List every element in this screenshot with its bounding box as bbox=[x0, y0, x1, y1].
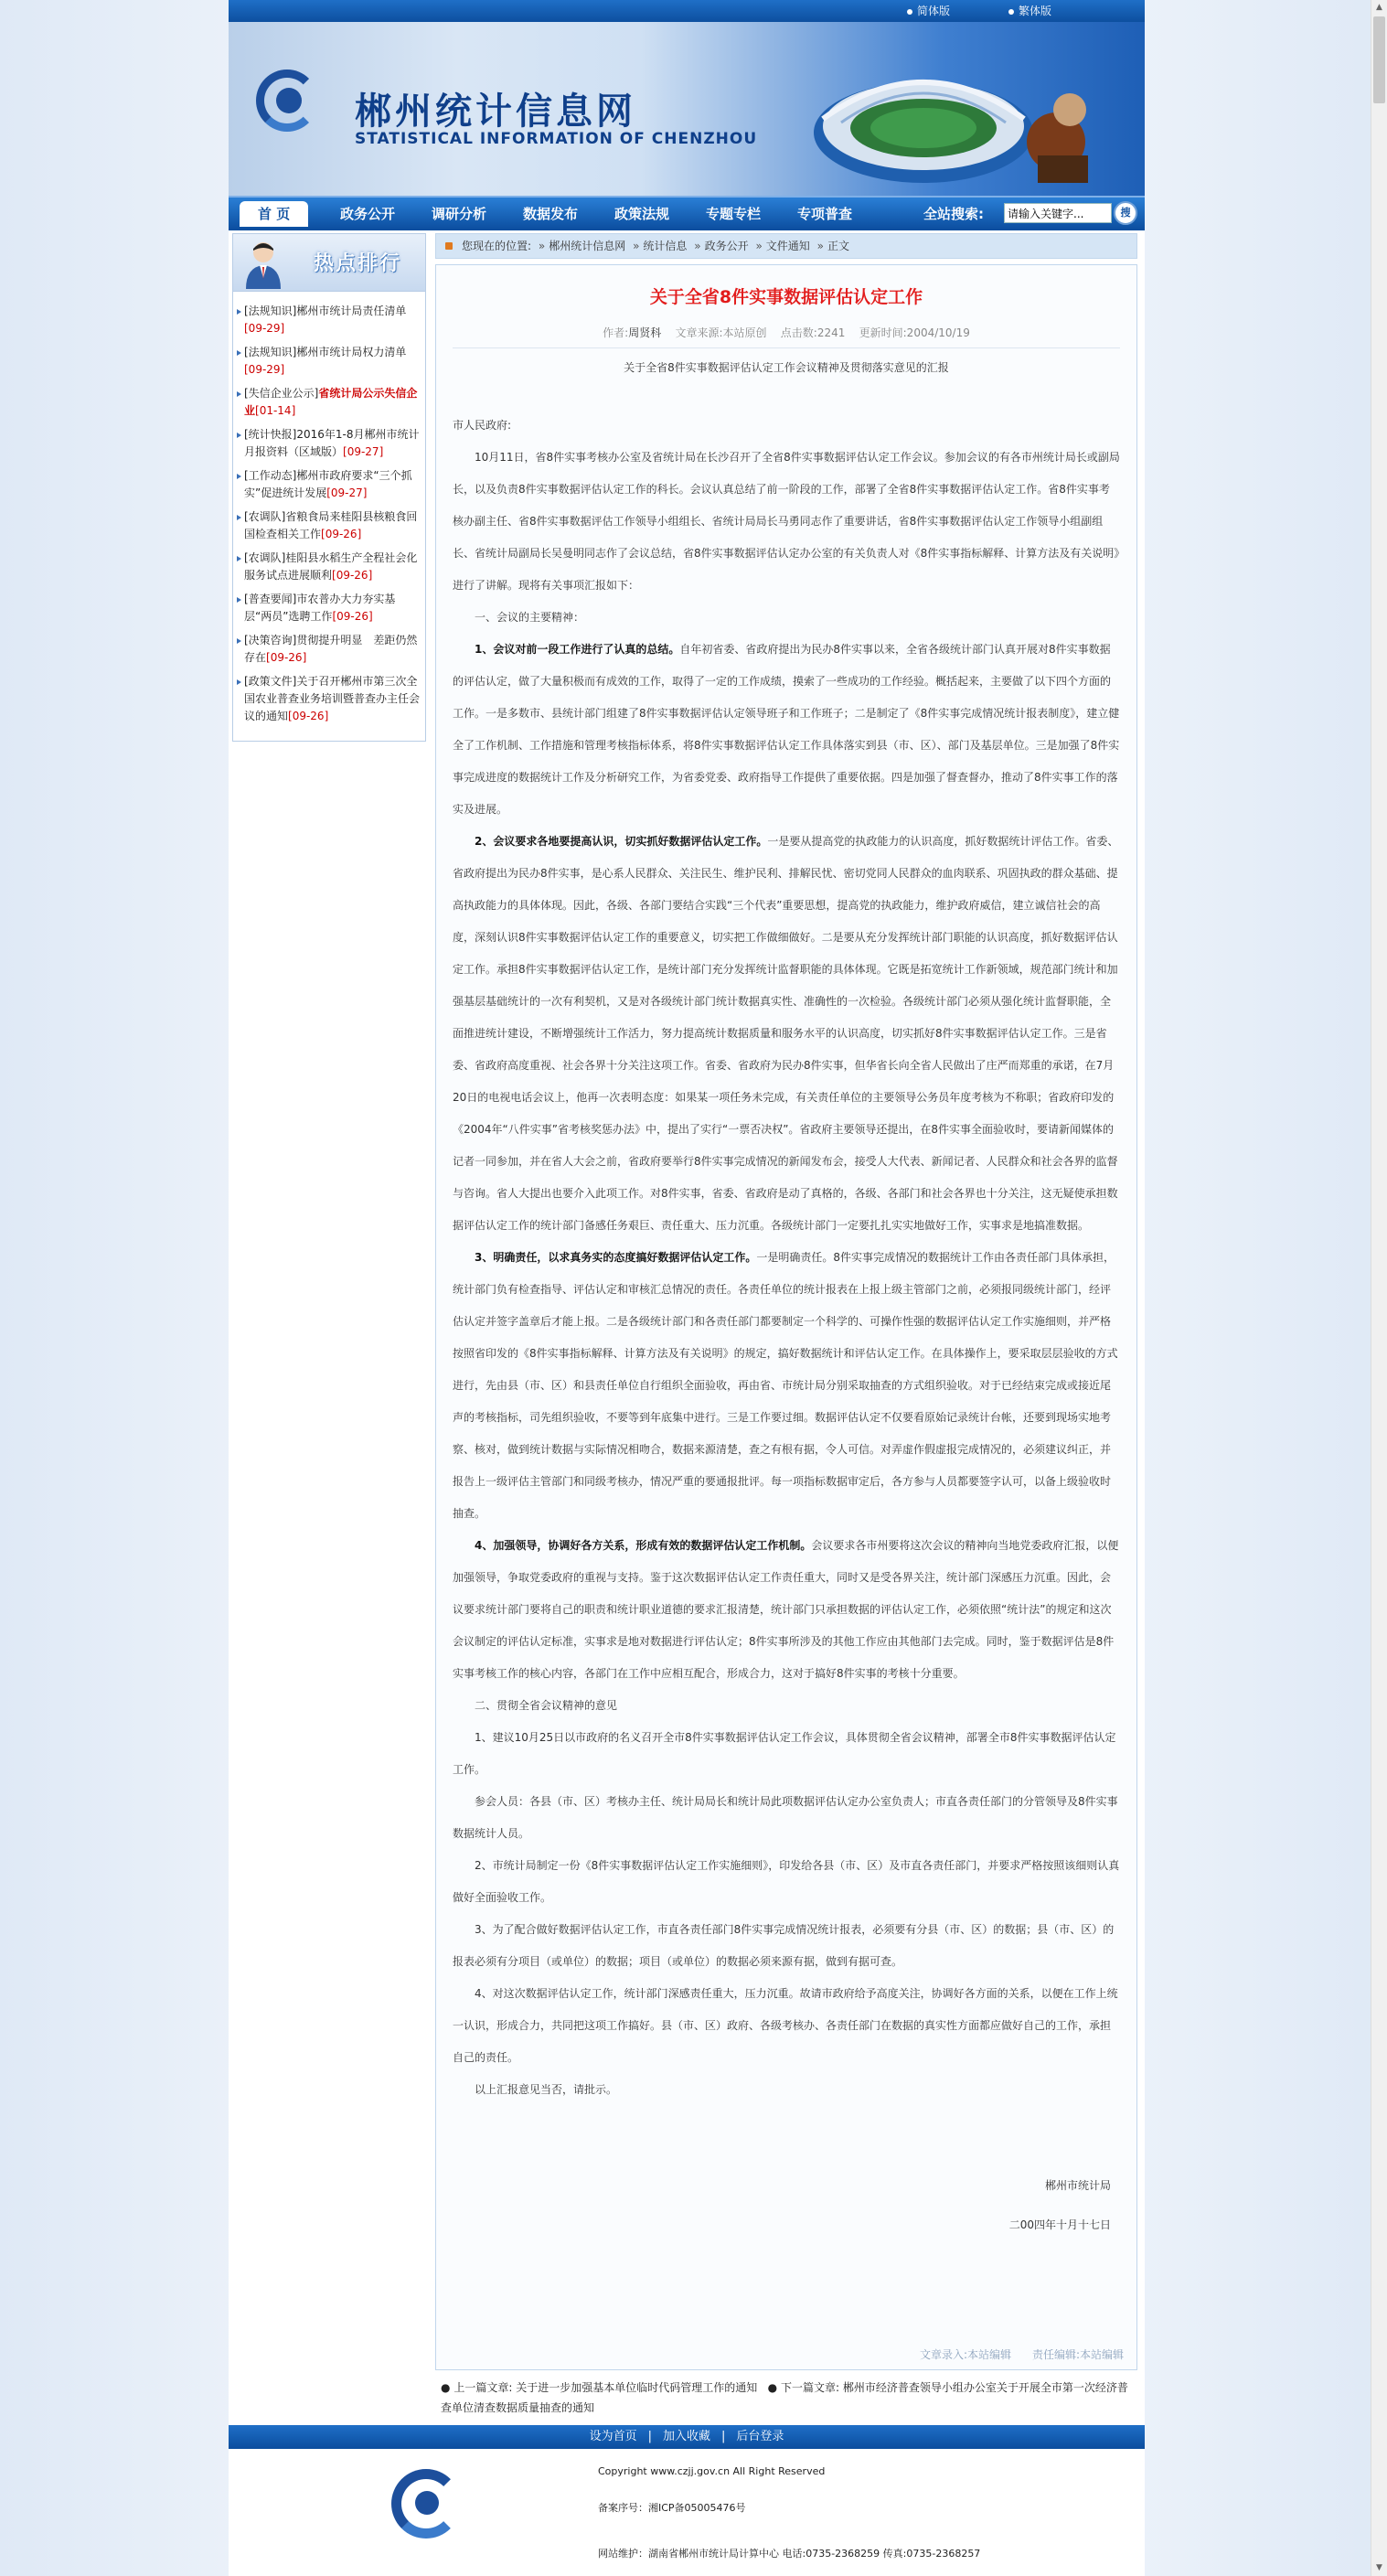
paragraph bbox=[453, 826, 1120, 1242]
paragraph-lead: 4、加强领导，协调好各方关系，形成有效的数据评估认定工作机制。 bbox=[475, 1539, 812, 1552]
footer-separator: | bbox=[721, 2430, 726, 2443]
list-item-date: [09-29] bbox=[244, 363, 285, 376]
click-count: 点击数:2241 bbox=[780, 326, 846, 339]
spacer bbox=[453, 2106, 1120, 2170]
list-item[interactable] bbox=[237, 303, 421, 337]
contact-info: 网站维护：湖南省郴州市统计局计算中心 电话:0735-2368259 传真:0735-2368257 bbox=[598, 2548, 981, 2560]
stadium-image bbox=[814, 46, 1088, 183]
list-item[interactable] bbox=[237, 467, 421, 502]
icp-record: 备案序号：湘ICP备05005476号 bbox=[598, 2502, 746, 2514]
breadcrumb bbox=[435, 233, 1137, 259]
footer-info bbox=[229, 2449, 1145, 2576]
main-content bbox=[435, 233, 1137, 2421]
paragraph: 10月11日，省8件实事考核办公室及省统计局在长沙召开了全省8件实事数据评估认定工作会议。参加会议的有各市州统计局长或副局长，以及负责8件实事数据评估认定工作的科长。会议认真总结了前一阶段的工作，部署了全省8件实事数据评估认定工作。省8件实事考核办副主任、省8件实事数据评估工作领导小组组长、省统计局局长马勇同志作了重要讲话，省8件实事数据评估认定工作领导小组副组长、省统计局副局长吴曼明同志作了会议总结，省8件实事数据评估认定办公室的有关负责人对《8件实事指标解释、计算方法及有关说明》进行了讲解。现将有关事项汇报如下： bbox=[453, 451, 1120, 592]
spacer bbox=[453, 2202, 1120, 2209]
add-favorite-link[interactable]: 加入收藏 bbox=[662, 2430, 710, 2443]
paragraph-lead: 2、会议要求各地要提高认识，切实抓好数据评估认定工作。 bbox=[475, 835, 768, 848]
footer-separator: | bbox=[647, 2430, 652, 2443]
bullet-icon bbox=[1008, 9, 1014, 15]
paragraph: 参会人员：各县（市、区）考核办主任、统计局局长和统计局此项数据评估认定办公室负责人；市直各责任部门的分管领导及8件实事数据统计人员。 bbox=[453, 1795, 1118, 1840]
list-item[interactable] bbox=[237, 508, 421, 543]
list-item-link[interactable]: [普查要闻]市农普办大力夯实基层“两员”选聘工作 bbox=[244, 593, 396, 623]
nav-home[interactable]: 首 页 bbox=[240, 201, 308, 227]
breadcrumb-separator-icon: » bbox=[816, 240, 824, 252]
prev-article-link[interactable]: 关于进一步加强基本单位临时代码管理工作的通知 bbox=[516, 2381, 758, 2394]
paragraph: 3、为了配合做好数据评估认定工作，市直各责任部门8件实事完成情况统计报表，必须要有分县（市、区）的数据；县（市、区）的报表必须有分项目（或单位）的数据；项目（或单位）的数据必须来源有据，做到有据可查。 bbox=[453, 1923, 1115, 1968]
list-item-date: [09-26] bbox=[332, 610, 373, 623]
main-nav bbox=[229, 196, 1145, 230]
article-body bbox=[453, 410, 1120, 2241]
article-meta bbox=[453, 325, 1120, 348]
list-item-date: [09-27] bbox=[343, 445, 384, 458]
list-item-date: [09-27] bbox=[326, 486, 368, 499]
hot-ranking-header bbox=[233, 234, 425, 292]
scrollbar[interactable] bbox=[1371, 0, 1387, 2576]
breadcrumb-separator-icon: » bbox=[694, 240, 701, 252]
list-item-link[interactable]: [统计快报]2016年1-8月郴州市统计月报资料（区域版） bbox=[244, 428, 420, 458]
list-item-date: [01-14] bbox=[255, 404, 296, 417]
nav-research[interactable]: 调研分析 bbox=[432, 206, 487, 222]
scroll-down-arrow-icon[interactable]: ▼ bbox=[1376, 2563, 1382, 2572]
site-title-en: STATISTICAL INFORMATION OF CHENZHOU bbox=[355, 130, 758, 148]
list-item-link[interactable]: [决策咨询]贯彻提升明显 差距仍然存在 bbox=[244, 634, 418, 664]
footer-logo-center bbox=[415, 2491, 439, 2515]
closing: 以上汇报意见当否，请批示。 bbox=[475, 2083, 618, 2096]
article-title: 关于全省8件实事数据评估认定工作 bbox=[649, 287, 923, 307]
paragraph-text: 一是要从提高党的执政能力的认识高度，抓好数据统计评估工作。省委、省政府提出为民办8件实事，是心系人民群众、关注民生、维护民利、排解民忧、密切党同人民群众的血肉联系、巩固执政的群众基础、提高执政能力的具体体现。因此，各级、各部门要结合实践“三个代表”重要思想，提高党的执政能力，维护政府威信，建立诚信社会的高度，深刻认识8件实事数据评估认定工作的重要意义，切实把工作做细做好。二是要从充分发挥统计部门职能的认识高度，抓好数据评估认定工作。承担8件实事数据评估认定工作，是统计部门充分发挥统计监督职能的具体体现。它既是拓宽统计工作新领域，规范部门统计和加强基层基础统计的一次有利契机，又是对各级统计部门统计数据真实性、准确性的一次检验。各级统计部门必须从强化统计监督职能，全面推进统计建设，不断增强统计工作活力，努力提高统计数据质量和服务水平的认识高度，切实抓好8件实事数据评估认定工作。三是省委、省政府高度重视、社会各界十分关注这项工作。省委、省政府为民办8件实事，但华省长向全省人民做出了庄严而郑重的承诺，在7月20日的电视电话会议上，他再一次表明态度：如果某一项任务未完成，有关责任单位的主要领导公务员年度考核为不称职；省政府印发的《2004年“八件实事”省考核奖惩办法》中，提出了实行“一票否决权”。省政府主要领导还提出，在8件实事全面验收时，要请新闻媒体的记者一同参加，并在省人大会之前，省政府要举行8件实事完成情况的新闻发布会，接受人大代表、新闻记者、人民群众和社会各界的监督与咨询。省人大提出也要介入此项工作。对8件实事，省委、省政府是动了真格的，各级、各部门和社会各界也十分关注，这无疑使承担数据评估认定工作的统计部门备感任务艰巨、责任重大、压力沉重。各级统计部门一定要扎扎实实地做好工作，实事求是地搞准数据。 bbox=[453, 835, 1119, 1232]
list-item-link[interactable]: [工作动态]郴州市政府要求“三个抓实”促进统计发展 bbox=[244, 469, 412, 499]
list-item[interactable] bbox=[237, 426, 421, 461]
page-container bbox=[229, 0, 1145, 2576]
list-item-link[interactable]: [政策文件]关于召开郴州市第三次全国农业普查业务培训暨普查办主任会议的通知 bbox=[244, 675, 421, 722]
bullet-icon: ● bbox=[441, 2381, 451, 2394]
salutation: 市人民政府: bbox=[453, 419, 512, 432]
traditional-link[interactable] bbox=[1008, 3, 1051, 19]
nav-census[interactable]: 专项普查 bbox=[797, 206, 853, 222]
article-subtitle: 关于全省8件实事数据评估认定工作会议精神及贯彻落实意见的汇报 bbox=[624, 361, 949, 374]
author-name: 周贤科 bbox=[628, 326, 662, 339]
hot-ranking-panel bbox=[232, 233, 426, 742]
top-bar bbox=[229, 0, 1145, 22]
sign-date: 二00四年十月十七日 bbox=[1008, 2218, 1111, 2231]
search-label: 全站搜索: bbox=[923, 206, 984, 222]
list-item-date: [09-26] bbox=[266, 651, 307, 664]
paragraph-text: 会议要求各市州要将这次会议的精神向当地党委政府汇报，以便加强领导，争取党委政府的重视与支持。鉴于这次数据评估认定工作责任重大，同时又是受各界关注，统计部门深感压力沉重。因此，会议要求统计部门要将自己的职责和统计职业道德的要求汇报清楚，统计部门只承担数据的评估认定工作，必须依照“统计法”的规定和这次会议制定的评估认定标准，实事求是地对数据进行评估认定；8件实事所涉及的其他工作应由其他部门去完成。同时，鉴于数据评估是8件实事考核工作的核心内容，各部门在工作中应相互配合，形成合力，这对于搞好8件实事的考核十分重要。 bbox=[453, 1539, 1119, 1680]
scroll-up-arrow-icon[interactable]: ▲ bbox=[1376, 3, 1382, 12]
footer-bar bbox=[229, 2425, 1145, 2449]
search-go-button[interactable]: 搜 bbox=[1114, 201, 1137, 225]
list-item[interactable] bbox=[237, 344, 421, 379]
site-banner bbox=[229, 22, 1145, 196]
simplified-link[interactable] bbox=[907, 3, 950, 19]
section-heading: 一、会议的主要精神： bbox=[475, 611, 585, 624]
site-logo-center bbox=[276, 88, 302, 113]
bullet-icon bbox=[907, 9, 912, 15]
update-time: 更新时间:2004/10/19 bbox=[859, 326, 970, 339]
paragraph bbox=[453, 1242, 1120, 1530]
article-source: 文章来源:本站原创 bbox=[675, 326, 767, 339]
list-item-date: [09-26] bbox=[321, 528, 362, 540]
breadcrumb-current: 正文 bbox=[827, 240, 849, 252]
admin-login-link[interactable]: 后台登录 bbox=[736, 2430, 784, 2443]
paragraph-lead: 1、会议对前一段工作进行了认真的总结。 bbox=[475, 643, 680, 656]
paragraph-lead: 3、明确责任，以求真务实的态度搞好数据评估认定工作。 bbox=[475, 1251, 757, 1264]
prev-next-links bbox=[435, 2370, 1137, 2421]
breadcrumb-statistics[interactable]: 统计信息 bbox=[643, 240, 688, 252]
copyright: Copyright www.czjj.gov.cn All Right Reserved bbox=[598, 2465, 826, 2477]
signature: 郴州市统计局 bbox=[1044, 2179, 1111, 2192]
list-item[interactable] bbox=[237, 591, 421, 625]
paragraph-text: 自年初省委、省政府提出为民办8件实事以来，全省各级统计部门认真开展对8件实事数据的评估认定，做了大量积极而有成效的工作，取得了一定的工作成绩，摸索了一些成功的工作经验。概括起来，主要做了以下四个方面的工作。一是多数市、县统计部门组建了8件实事数据评估认定领导班子和工作班子；二是制定了《8件实事完成情况统计报表制度》，建立健全了工作机制、工作措施和管理考核指标体系，将8件实事数据评估认定工作具体落实到县（市、区）、部门及基层单位。三是加强了8件实事完成进度的数据统计工作及分析研究工作，为省委党委、政府指导工作提供了重要依据。四是加强了督查督办，推动了8件实事工作的落实及进展。 bbox=[453, 643, 1120, 816]
list-item[interactable] bbox=[237, 673, 421, 725]
paragraph bbox=[453, 1530, 1120, 1690]
nav-policy[interactable]: 政策法规 bbox=[614, 206, 670, 222]
breadcrumb-separator-icon: » bbox=[633, 240, 640, 252]
editor-by: 责任编辑:本站编辑 bbox=[1031, 2348, 1124, 2361]
bullet-icon: ● bbox=[767, 2381, 778, 2394]
simplified-label[interactable]: 简体版 bbox=[917, 5, 951, 17]
nav-data-release[interactable]: 数据发布 bbox=[523, 206, 579, 222]
breadcrumb-separator-icon: » bbox=[755, 240, 763, 252]
breadcrumb-government[interactable]: 政务公开 bbox=[704, 240, 749, 252]
list-item-date: [09-29] bbox=[244, 322, 285, 335]
author-label: 作者: bbox=[603, 326, 629, 339]
location-icon bbox=[445, 242, 453, 250]
list-item-link[interactable]: [失信企业公示] bbox=[244, 387, 319, 400]
next-label: 下一篇文章: bbox=[780, 2381, 840, 2394]
breadcrumb-prefix: 您现在的位置: bbox=[462, 240, 532, 252]
breadcrumb-home[interactable]: 郴州统计信息网 bbox=[549, 240, 626, 252]
next-article-link[interactable]: 郴州市经济普查领导小组办公室关于开展全市第一次经济普查单位清查数据质量抽查的通知 bbox=[441, 2381, 1128, 2414]
nav-special-topics[interactable]: 专题专栏 bbox=[706, 206, 762, 222]
search-input[interactable] bbox=[1004, 203, 1112, 223]
site-title: 郴州统计信息网 bbox=[355, 90, 636, 133]
list-item-link[interactable]: [法规知识]郴州市统计局责任清单 bbox=[244, 305, 407, 317]
paragraph: 1、建议10月25日以市政府的名义召开全市8件实事数据评估认定工作会议，具体贯彻全省会议精神，部署全市8件实事数据评估认定工作。 bbox=[453, 1731, 1116, 1776]
paragraph bbox=[453, 634, 1120, 826]
article bbox=[435, 264, 1137, 2370]
list-item-link[interactable]: [农调队]省粮食局来桂阳县核粮食回国检查相关工作 bbox=[244, 510, 418, 540]
prev-label: 上一篇文章: bbox=[453, 2381, 513, 2394]
list-item[interactable] bbox=[237, 550, 421, 584]
nav-government[interactable]: 政务公开 bbox=[340, 206, 396, 222]
breadcrumb-separator-icon: » bbox=[538, 240, 546, 252]
paragraph-text: 一是明确责任。8件实事完成情况的数据统计工作由各责任部门具体承担，统计部门负有检查指导、评估认定和审核汇总情况的责任。各责任单位的统计报表在上报上级主管部门之前，必须报同级统计部门，经评估认定并签字盖章后才能上报。二是各级统计部门和各责任部门都要制定一个科学的、可操作性强的数据评估认定工作实施细则，并严格按照省印发的《8件实事指标解释、计算方法及有关说明》的规定，搞好数据统计和评估认定工作。在具体操作上，要采取层层验收的方式进行，先由县（市、区）和县责任单位自行组织全面验收，再由省、市统计局分别采取抽查的方式组织验收。对于已经结束完成或接近尾声的考核指标，司先组织验收，不要等到年底集中进行。三是工作要过细。数据评估认定不仅要看原始记录统计台帐，还要到现场实地考察、核对，做到统计数据与实际情况相吻合，数据来源清楚，查之有根有据，令人可信。对弄虚作假虚报完成情况的，必须建议纠正，并报告上一级评估主管部门和同级考核办，情况严重的要通报批评。每一项指标数据审定后，各方参与人员都要签字认可，以备上级验收时抽查。 bbox=[453, 1251, 1118, 1520]
hot-ranking-title: 热点排行 bbox=[314, 252, 402, 275]
list-item-link[interactable]: [农调队]桂阳县水稻生产全程社会化服务试点进展顺利 bbox=[244, 551, 418, 582]
hot-ranking-list bbox=[233, 292, 425, 741]
list-item-highlight[interactable]: 省统计局公示失信企业 bbox=[244, 387, 418, 417]
list-item[interactable] bbox=[237, 632, 421, 667]
traditional-label[interactable]: 繁体版 bbox=[1019, 5, 1052, 17]
section-heading: 二、贯彻全省会议精神的意见 bbox=[475, 1699, 618, 1712]
article-footer bbox=[920, 2346, 1124, 2362]
person-icon bbox=[242, 238, 284, 289]
breadcrumb-notices[interactable]: 文件通知 bbox=[765, 240, 810, 252]
list-item-date: [09-26] bbox=[332, 569, 373, 582]
list-item[interactable] bbox=[237, 385, 421, 420]
entry-by: 文章录入:本站编辑 bbox=[920, 2348, 1012, 2361]
list-item-date: [09-26] bbox=[288, 710, 329, 722]
paragraph: 4、对这次数据评估认定工作，统计部门深感责任重大，压力沉重。故请市政府给予高度关注，协调好各方面的关系，以便在工作上统一认识，形成合力，共同把这项工作搞好。县（市、区）政府、各级考核办、各责任部门在数据的真实性方面都应做好自己的工作，承担自己的责任。 bbox=[453, 1987, 1118, 2064]
scrollbar-thumb[interactable] bbox=[1373, 16, 1385, 103]
paragraph: 2、市统计局制定一份《8件实事数据评估认定工作实施细则》，印发给各县（市、区）及市直各责任部门，并要求严格按照该细则认真做好全面验收工作。 bbox=[453, 1859, 1120, 1904]
set-homepage-link[interactable]: 设为首页 bbox=[589, 2430, 637, 2443]
list-item-link[interactable]: [法规知识]郴州市统计局权力清单 bbox=[244, 346, 407, 358]
